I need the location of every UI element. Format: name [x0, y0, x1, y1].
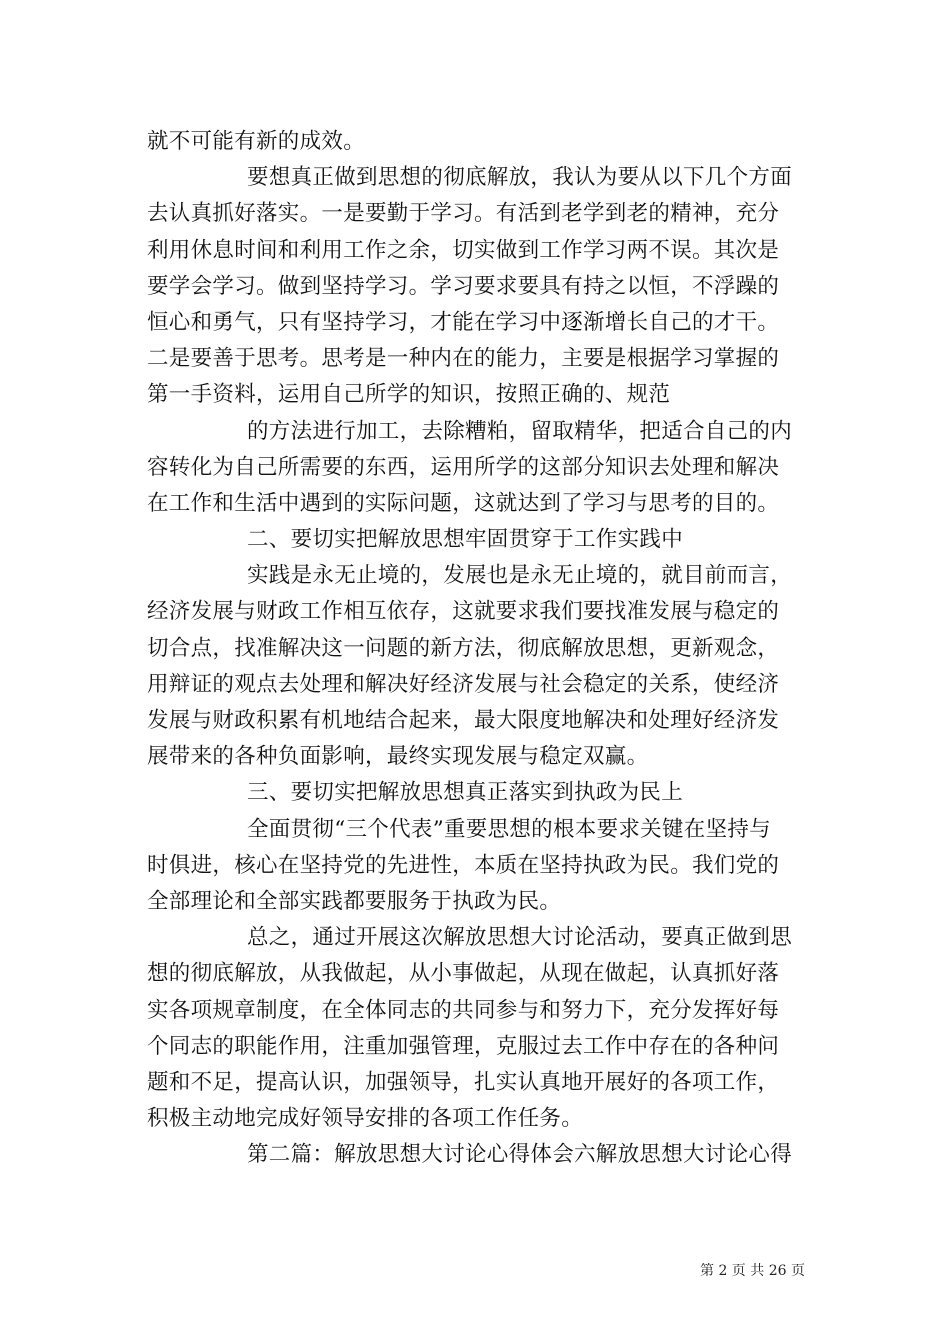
text-line: 发展与财政积累有机地结合起来，最大限度地解决和处理好经济发 [147, 708, 780, 733]
text-line: 积极主动地完成好领导安排的各项工作任务。 [147, 1106, 584, 1132]
section-heading: 二、要切实把解放思想牢固贯穿于工作实践中 [247, 527, 684, 553]
text-line: 利用休息时间和利用工作之余，切实做到工作学习两不误。其次是 [147, 237, 780, 263]
text-line: 实践是永无止境的，发展也是永无止境的，就目前而言， [247, 563, 793, 589]
text-line: 全部理论和全部实践都要服务于执政为民。 [147, 888, 562, 914]
text-line: 要学会学习。做到坚持学习。学习要求要具有持之以恒，不浮躁的 [147, 273, 780, 299]
text-line: 去认真抓好落实。一是要勤于学习。有活到老学到老的精神，充分 [147, 201, 780, 227]
chapter-heading: 第二篇：解放思想大讨论心得体会六解放思想大讨论心得 [247, 1142, 793, 1168]
text-line: 要想真正做到思想的彻底解放，我认为要从以下几个方面 [247, 165, 793, 191]
text-line: 题和不足，提高认识，加强领导，扎实认真地开展好的各项工作， [147, 1069, 780, 1095]
text-line: 实各项规章制度，在全体同志的共同参与和努力下，充分发挥好每 [147, 997, 780, 1023]
text-line: 在工作和生活中遇到的实际问题，这就达到了学习与思考的目的。 [147, 490, 780, 516]
text-line: 恒心和勇气，只有坚持学习，才能在学习中逐渐增长自己的才干。 [147, 309, 780, 335]
page-number-footer: 第 2 页 共 26 页 [700, 1263, 805, 1279]
text-line: 二是要善于思考。思考是一种内在的能力，主要是根据学习掌握的 [147, 346, 780, 372]
text-line: 用辩证的观点去处理和解决好经济发展与社会稳定的关系，使经济 [147, 671, 780, 697]
body-text [147, 124, 807, 1173]
text-line: 展带来的各种负面影响，最终实现发展与稳定双赢。 [147, 744, 649, 770]
text-line: 个同志的职能作用，注重加强管理，克服过去工作中存在的各种问 [147, 1033, 780, 1059]
text-line: 的方法进行加工，去除糟粕，留取精华，把适合自己的内 [247, 418, 793, 444]
section-heading: 三、要切实把解放思想真正落实到执政为民上 [247, 780, 684, 806]
text-line: 总之，通过开展这次解放思想大讨论活动，要真正做到思 [247, 925, 793, 951]
text-line: 时俱进，核心在坚持党的先进性，本质在坚持执政为民。我们党的 [147, 852, 780, 878]
text-line: 就不可能有新的成效。 [147, 129, 366, 154]
text-line: 第一手资料，运用自己所学的知识，按照正确的、规范 [147, 382, 671, 408]
text-line: 容转化为自己所需要的东西，运用所学的这部分知识去处理和解决 [147, 454, 780, 480]
text-line: 全面贯彻“三个代表”重要思想的根本要求关键在坚持与 [247, 816, 771, 842]
text-line: 经济发展与财政工作相互依存，这就要求我们要找准发展与稳定的 [147, 599, 780, 625]
text-line: 切合点，找准解决这一问题的新方法，彻底解放思想，更新观念， [147, 635, 780, 661]
text-line: 想的彻底解放，从我做起，从小事做起，从现在做起，认真抓好落 [147, 961, 780, 987]
